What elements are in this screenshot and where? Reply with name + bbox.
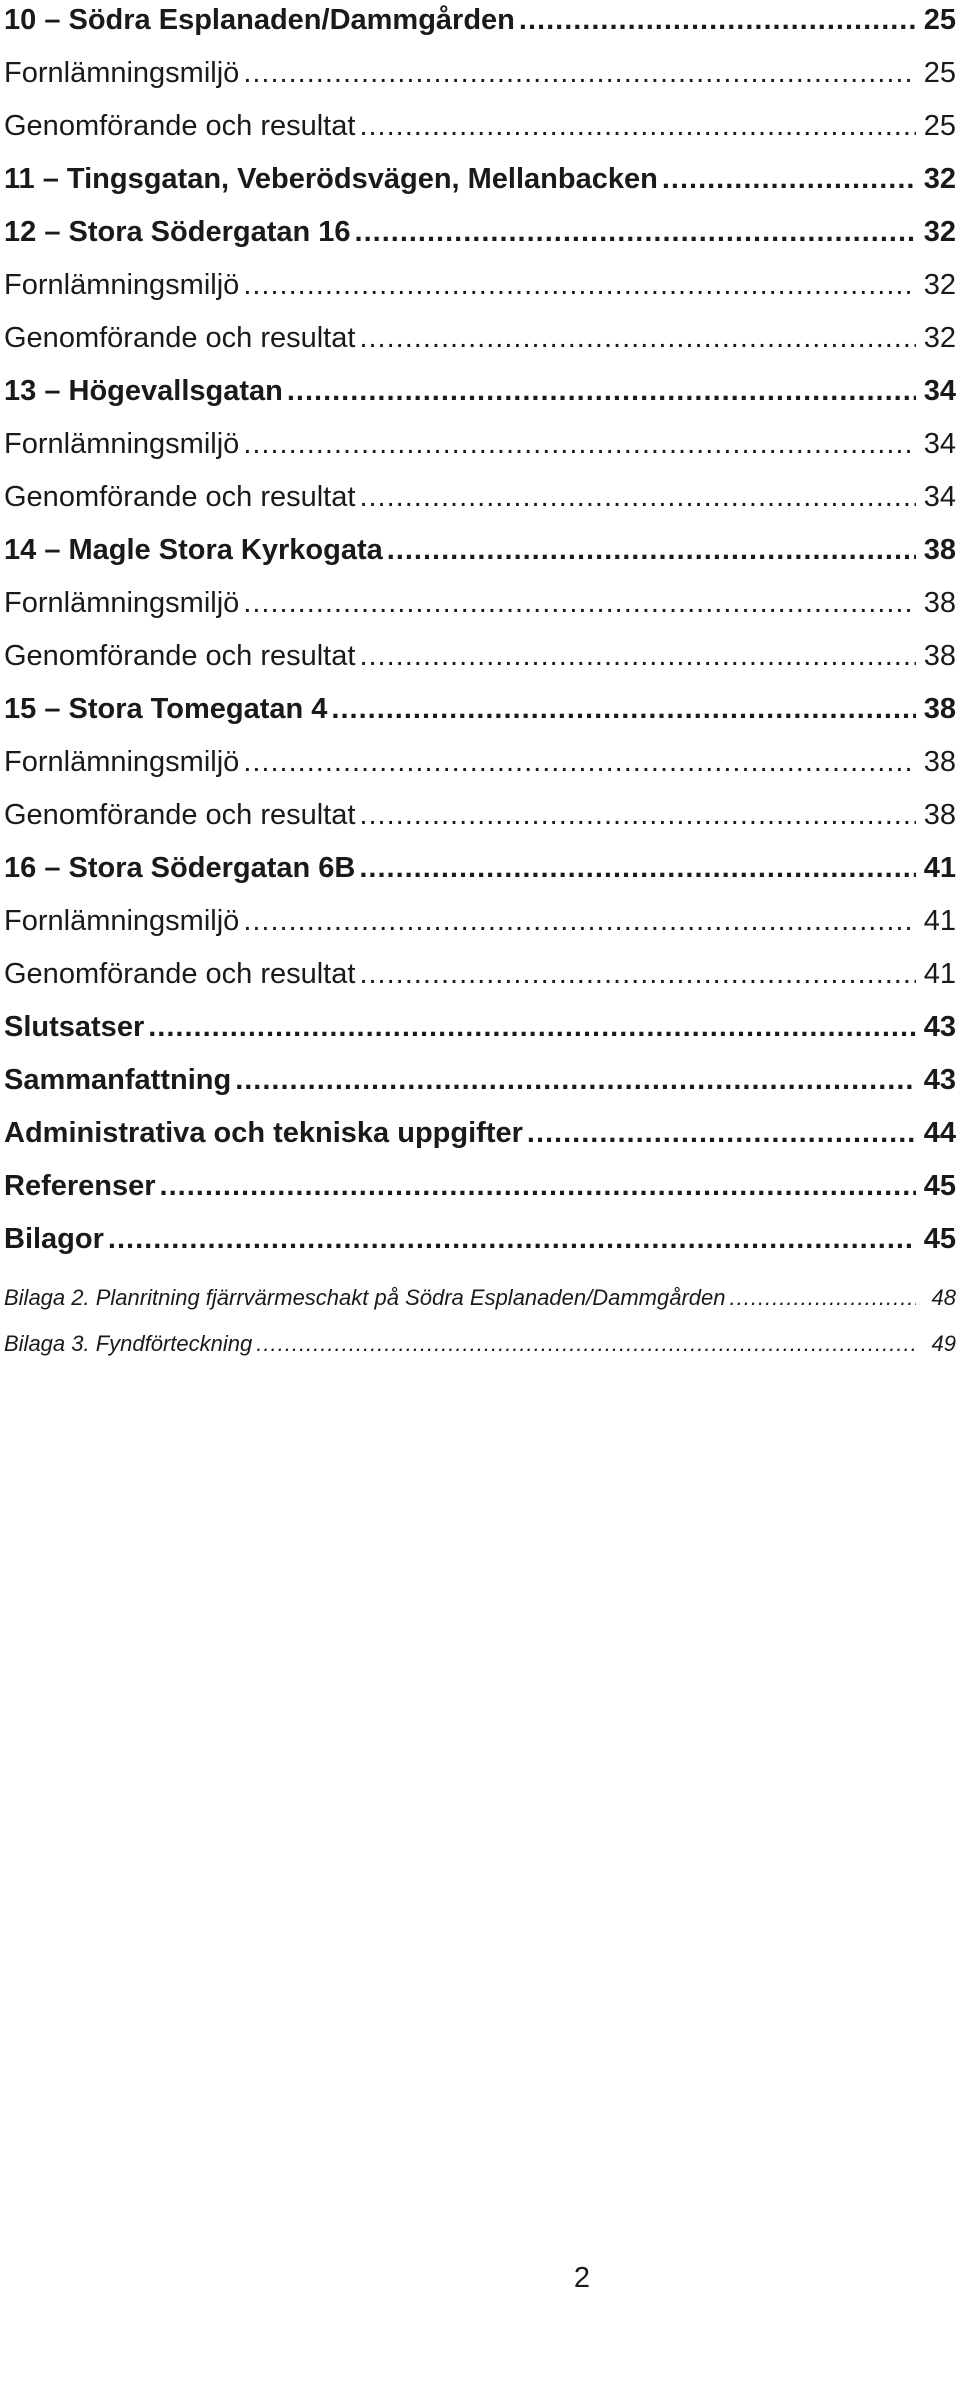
- toc-entry-title: Bilaga 2. Planritning fjärrvärmeschakt på Södra Esplanaden/Dammgården: [4, 1285, 726, 1310]
- toc-dot-leader: [662, 159, 916, 199]
- toc-dot-leader: [359, 795, 916, 835]
- toc-entry-page: 41: [923, 852, 956, 884]
- toc-dot-leader: [287, 371, 916, 411]
- toc-entry[interactable]: [4, 265, 956, 318]
- toc-entry-title: Genomförande och resultat: [4, 799, 356, 831]
- toc-entry-page: 41: [923, 958, 956, 990]
- toc-entry-page: 32: [923, 269, 956, 301]
- toc-entry-page: 43: [923, 1011, 956, 1043]
- toc-entry[interactable]: [4, 318, 956, 371]
- page-number: 2: [573, 2262, 590, 2294]
- toc-entry-page: 38: [923, 534, 956, 566]
- toc-dot-leader: [359, 848, 916, 888]
- toc-entry-title: Genomförande och resultat: [4, 640, 356, 672]
- toc-entry[interactable]: [4, 477, 956, 530]
- toc-dot-leader: [355, 212, 916, 252]
- toc-entry[interactable]: [4, 1219, 956, 1272]
- toc-dot-leader: [359, 477, 916, 517]
- toc-dot-leader: [359, 318, 916, 358]
- toc-entry[interactable]: [4, 1166, 956, 1219]
- toc-dot-leader: [359, 954, 916, 994]
- toc-entry[interactable]: [4, 583, 956, 636]
- toc-dot-leader: [527, 1113, 916, 1153]
- toc-entry-title: Genomförande och resultat: [4, 110, 356, 142]
- toc-entry-page: 45: [923, 1223, 956, 1255]
- toc-dot-leader: [243, 583, 916, 623]
- toc-entry-title: Administrativa och tekniska uppgifter: [4, 1117, 523, 1149]
- toc-entry[interactable]: [4, 1060, 956, 1113]
- toc-entry[interactable]: [4, 212, 956, 265]
- toc-entry[interactable]: [4, 1278, 956, 1324]
- toc-entry[interactable]: [4, 1007, 956, 1060]
- toc-entry[interactable]: [4, 636, 956, 689]
- toc-dot-leader: [256, 1324, 916, 1364]
- toc-entry-title: Fornlämningsmiljö: [4, 57, 240, 89]
- toc-dot-leader: [243, 53, 916, 93]
- toc-entry-page: 49: [931, 1331, 956, 1356]
- toc-entry[interactable]: [4, 1113, 956, 1166]
- toc-dot-leader: [243, 901, 916, 941]
- toc-entry-page: 38: [923, 746, 956, 778]
- toc-entry[interactable]: [4, 901, 956, 954]
- toc-entry-title: Bilaga 3. Fyndförteckning: [4, 1331, 253, 1356]
- toc-entry-page: 32: [923, 216, 956, 248]
- toc-entry-page: 25: [923, 110, 956, 142]
- toc-entry-title: 16 – Stora Södergatan 6B: [4, 852, 356, 884]
- toc-dot-leader: [108, 1219, 916, 1259]
- toc-entry-page: 34: [923, 428, 956, 460]
- toc-entry-page: 41: [923, 905, 956, 937]
- toc-dot-leader: [359, 106, 916, 146]
- toc-entry-title: Bilagor: [4, 1223, 104, 1255]
- toc-entry-title: Genomförande och resultat: [4, 958, 356, 990]
- toc-entry-title: Sammanfattning: [4, 1064, 232, 1096]
- toc-dot-leader: [387, 530, 916, 570]
- toc-entry[interactable]: [4, 689, 956, 742]
- toc-dot-leader: [331, 689, 916, 729]
- toc-entry-title: Fornlämningsmiljö: [4, 428, 240, 460]
- toc-dot-leader: [730, 1278, 917, 1318]
- toc-entry[interactable]: [4, 424, 956, 477]
- toc-entry-title: Fornlämningsmiljö: [4, 905, 240, 937]
- toc-entry-title: Fornlämningsmiljö: [4, 269, 240, 301]
- toc-entry-title: Genomförande och resultat: [4, 322, 356, 354]
- toc-entry[interactable]: [4, 0, 956, 53]
- toc-dot-leader: [519, 0, 916, 40]
- toc-entry-page: 43: [923, 1064, 956, 1096]
- toc-entry-title: Slutsatser: [4, 1011, 145, 1043]
- toc-entry-title: 14 – Magle Stora Kyrkogata: [4, 534, 383, 566]
- toc-entry-title: 11 – Tingsgatan, Veberödsvägen, Mellanbacken: [4, 163, 658, 195]
- toc-entry-title: Genomförande och resultat: [4, 481, 356, 513]
- toc-entry-page: 38: [923, 587, 956, 619]
- toc-entry-page: 32: [923, 163, 956, 195]
- toc-entry-page: 34: [923, 481, 956, 513]
- toc-entry-page: 38: [923, 693, 956, 725]
- toc-entry[interactable]: [4, 106, 956, 159]
- table-of-contents: [4, 0, 956, 1370]
- toc-dot-leader: [243, 742, 916, 782]
- toc-entry-page: 32: [923, 322, 956, 354]
- toc-dot-leader: [359, 636, 916, 676]
- toc-entry-page: 38: [923, 799, 956, 831]
- toc-entry[interactable]: [4, 742, 956, 795]
- toc-entry-title: Fornlämningsmiljö: [4, 746, 240, 778]
- toc-entry[interactable]: [4, 848, 956, 901]
- toc-entry-title: 13 – Högevallsgatan: [4, 375, 283, 407]
- toc-entry-title: Fornlämningsmiljö: [4, 587, 240, 619]
- toc-entry-page: 34: [923, 375, 956, 407]
- toc-dot-leader: [235, 1060, 916, 1100]
- toc-entry[interactable]: [4, 1324, 956, 1370]
- toc-dot-leader: [243, 424, 916, 464]
- toc-dot-leader: [148, 1007, 916, 1047]
- toc-dot-leader: [243, 265, 916, 305]
- toc-entry[interactable]: [4, 371, 956, 424]
- toc-dot-leader: [160, 1166, 916, 1206]
- toc-entry[interactable]: [4, 159, 956, 212]
- toc-entry-title: 12 – Stora Södergatan 16: [4, 216, 351, 248]
- toc-entry[interactable]: [4, 530, 956, 583]
- toc-entry-title: 10 – Södra Esplanaden/Dammgården: [4, 4, 515, 36]
- toc-entry-page: 38: [923, 640, 956, 672]
- toc-entry[interactable]: [4, 53, 956, 106]
- toc-entry-title: 15 – Stora Tomegatan 4: [4, 693, 328, 725]
- toc-entry-title: Referenser: [4, 1170, 156, 1202]
- toc-entry[interactable]: [4, 954, 956, 1007]
- toc-entry-page: 48: [931, 1285, 956, 1310]
- toc-entry[interactable]: [4, 795, 956, 848]
- toc-entry-page: 25: [923, 4, 956, 36]
- toc-entry-page: 25: [923, 57, 956, 89]
- toc-entry-page: 45: [923, 1170, 956, 1202]
- toc-entry-page: 44: [923, 1117, 956, 1149]
